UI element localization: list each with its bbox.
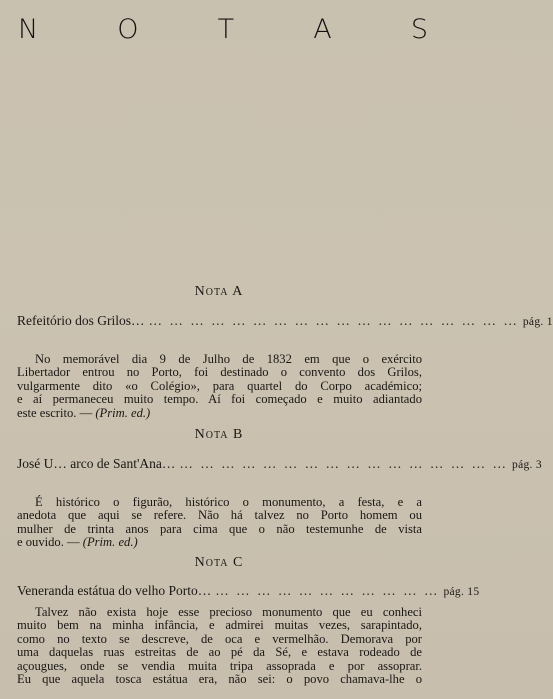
page-title — [18, 14, 428, 45]
note-heading: Nota C — [194, 555, 244, 570]
text-line: vulgarmente dito «o Colégio», para quartel do Corpo académico; — [17, 378, 422, 393]
text-line: como no texto se descreve, de oca e vermelhão. Demorava por — [17, 631, 422, 646]
text-line: muito bem na minha infância, e admirei muitas vezes, sarapintado, — [17, 618, 422, 633]
entry-title: Veneranda estátua do velho Porto… — [17, 583, 212, 598]
note-heading: Nota B — [194, 427, 244, 442]
page-reference: pág. 3 — [512, 459, 542, 471]
text-line: No memorável dia 9 de Julho de 1832 em que o exército — [35, 352, 422, 366]
note-text — [17, 496, 422, 550]
title-letter: N — [18, 14, 39, 45]
text-line: É histórico o figurão, histórico o monumento, a festa, e a — [35, 495, 422, 509]
note-heading: Nota A — [194, 284, 244, 299]
entry-title: José U… arco de Sant'Ana… — [17, 456, 176, 471]
toc-entry — [17, 583, 480, 599]
dot-leader: … … … … … … … … … … … … … … … … … … — [148, 313, 519, 328]
text-line: anedota que aqui se refere. Não há talvez no Porto homem ou — [17, 508, 422, 523]
text-line: e aí permaneceu muito tempo. Aí foi começado e muito adiantado — [17, 392, 422, 407]
text-line: e ouvido. — (Prim. ed.) — [17, 535, 138, 550]
text-line: Talvez não exista hoje esse precioso monumento que eu conheci — [35, 605, 422, 619]
dot-leader: … … … … … … … … … … … — [215, 583, 440, 598]
title-letter: T — [217, 14, 235, 45]
dot-leader: … … … … … … … … … … … … … … … … — [179, 456, 509, 471]
text-line: Libertador entrou no Porto, foi destinado o convento dos Grilos, — [17, 365, 422, 380]
text-line: uma daquelas ruas estreitas de ao pé da Sé, e estava rodeado de — [17, 645, 422, 660]
page-reference: pág. 1 — [522, 316, 553, 328]
text-line: açougues, onde se vendia muita tripa assoprada e por assoprar. — [17, 658, 422, 673]
entry-title: Refeitório dos Grilos… — [17, 313, 145, 328]
title-letter: A — [313, 14, 332, 45]
citation: (Prim. ed.) — [95, 405, 151, 420]
text-line: este escrito. — (Prim. ed.) — [17, 405, 151, 420]
note-text — [17, 606, 422, 686]
title-letter: S — [410, 14, 428, 45]
page-reference: pág. 15 — [443, 586, 480, 598]
text-line: mulher de trinta anos para cima que o não testemunhe de vista — [17, 521, 422, 536]
citation: (Prim. ed.) — [82, 535, 138, 550]
text-line: Eu que aquela tosca estátua era, não sei: o povo chamava-lhe o — [17, 672, 422, 687]
toc-entry — [17, 313, 553, 329]
note-text — [17, 353, 422, 420]
title-letter: O — [117, 14, 139, 45]
toc-entry — [17, 456, 542, 472]
